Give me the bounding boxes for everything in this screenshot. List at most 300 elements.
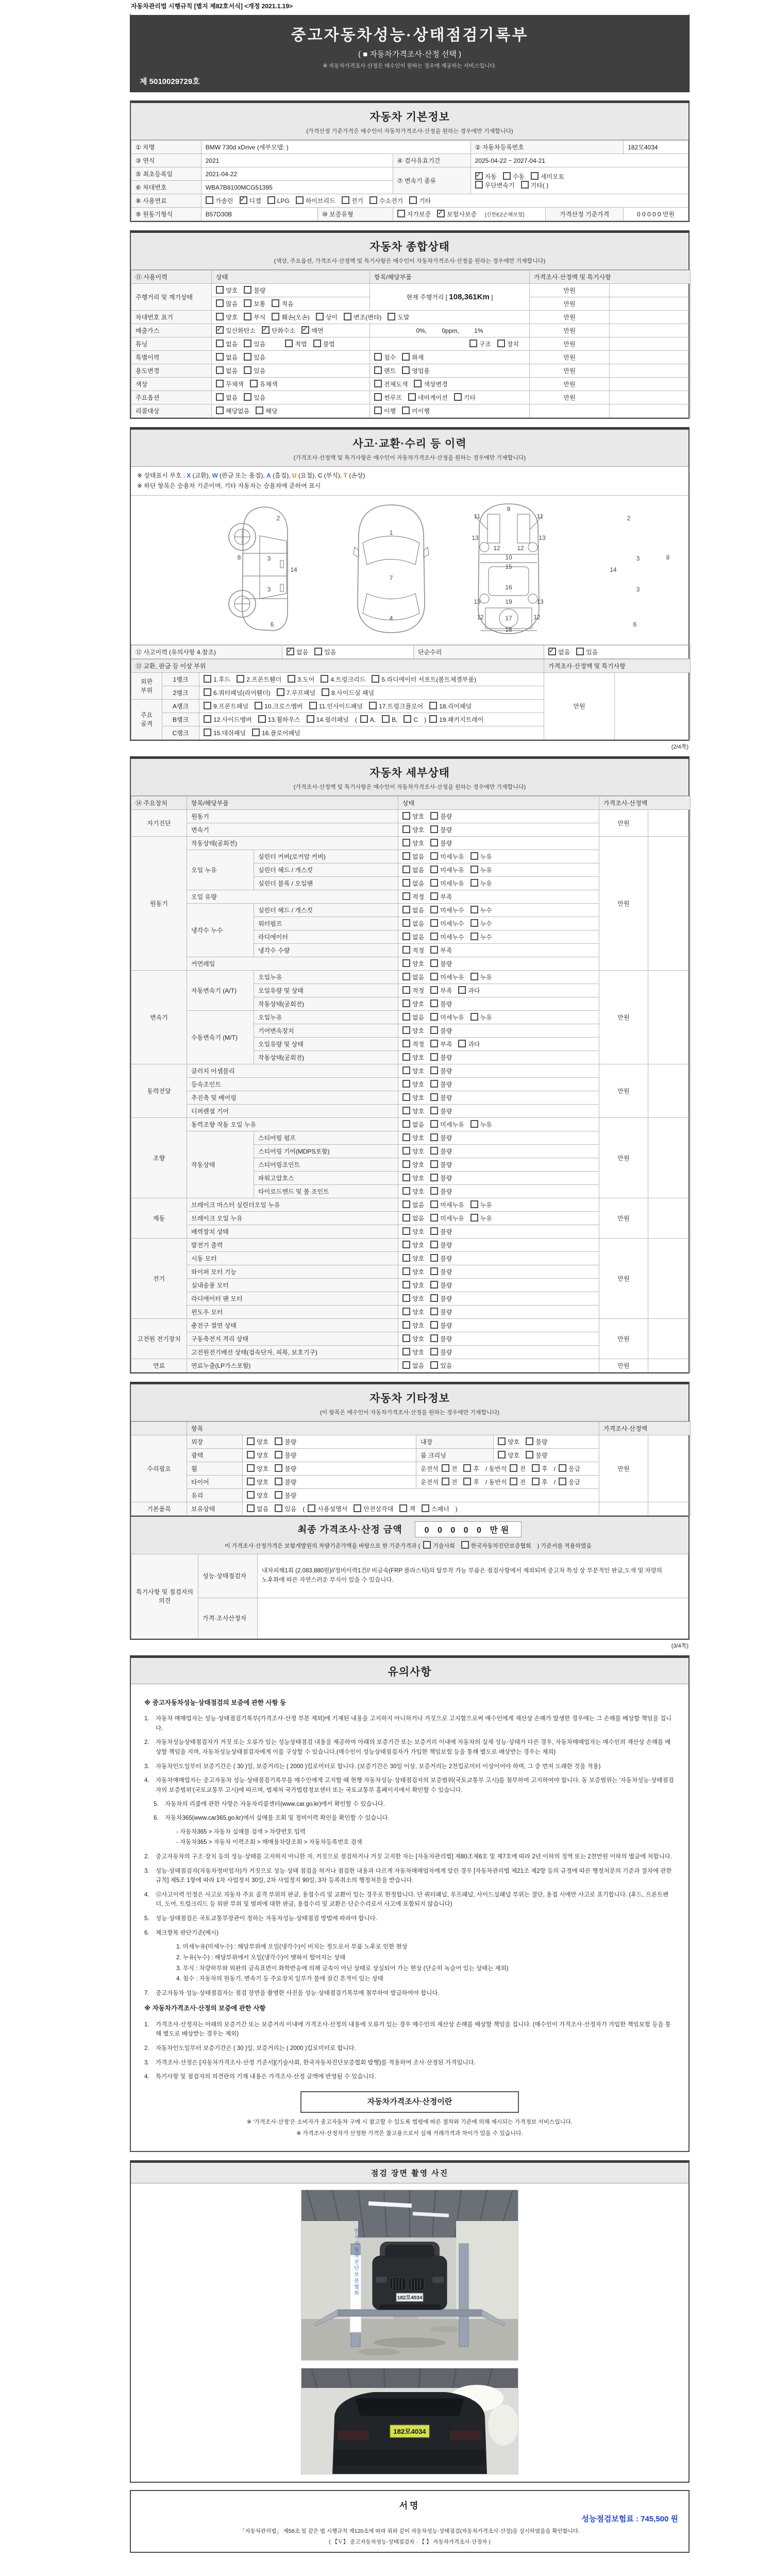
checkbox[interactable] — [402, 1267, 410, 1275]
subitem-label: 오일누유 — [254, 1010, 398, 1024]
checkbox[interactable] — [576, 648, 584, 655]
checkbox[interactable] — [204, 688, 211, 696]
checkbox[interactable] — [322, 688, 329, 696]
checkbox[interactable] — [430, 1174, 438, 1181]
options-cell — [398, 943, 599, 957]
checkbox[interactable] — [354, 1504, 361, 1512]
option — [430, 1294, 452, 1303]
checkbox[interactable] — [430, 1241, 438, 1248]
checkbox[interactable] — [216, 326, 224, 334]
checkbox[interactable] — [275, 1478, 282, 1485]
checkbox[interactable] — [301, 326, 309, 334]
checkbox[interactable] — [402, 852, 410, 860]
option-label: 11.인사이드패널 — [318, 702, 363, 710]
option-label: 미세누유 — [440, 1121, 464, 1128]
checkbox[interactable] — [216, 286, 224, 294]
checkbox[interactable] — [430, 1066, 438, 1074]
checkbox[interactable] — [442, 1478, 449, 1485]
checkbox[interactable] — [430, 1053, 438, 1061]
checkbox[interactable] — [559, 1464, 566, 1472]
checkbox[interactable] — [402, 986, 410, 994]
checkbox[interactable] — [430, 852, 438, 860]
checkbox[interactable] — [402, 812, 410, 820]
checkbox[interactable] — [244, 313, 251, 320]
checkbox[interactable] — [314, 648, 322, 655]
checkbox[interactable] — [430, 1227, 438, 1235]
checkbox[interactable] — [374, 366, 382, 374]
checkbox[interactable] — [430, 839, 438, 846]
checkbox[interactable] — [374, 393, 382, 401]
checkbox[interactable] — [402, 1107, 410, 1114]
checkbox[interactable] — [510, 1464, 517, 1472]
tuning-legal-options — [285, 341, 341, 348]
checkbox[interactable] — [402, 1348, 410, 1355]
checkbox[interactable] — [409, 196, 417, 204]
checkbox[interactable] — [216, 340, 224, 347]
checkbox[interactable] — [430, 812, 438, 820]
accident-summary-table — [131, 645, 691, 659]
checkbox[interactable] — [430, 1160, 438, 1168]
item-label: 작동상태 — [187, 1131, 254, 1198]
item-label: 연료누출(LP가스포함) — [187, 1359, 398, 1372]
option-label: 응급 — [568, 1465, 581, 1472]
checkbox[interactable] — [344, 313, 351, 320]
checkbox[interactable] — [313, 340, 321, 347]
checkbox[interactable] — [258, 715, 266, 723]
checkbox[interactable] — [497, 340, 505, 347]
checkbox[interactable] — [430, 1308, 438, 1315]
checkbox[interactable] — [429, 715, 437, 723]
option — [247, 1464, 268, 1473]
checkbox[interactable] — [503, 172, 511, 180]
checkbox[interactable] — [216, 313, 224, 320]
checkbox[interactable] — [237, 675, 244, 683]
checkbox[interactable] — [404, 715, 411, 723]
price-cell: 만원 — [530, 378, 610, 391]
checkbox[interactable] — [402, 866, 410, 873]
checkbox[interactable] — [429, 702, 437, 709]
checkbox[interactable] — [402, 999, 410, 1007]
checkbox[interactable] — [469, 340, 477, 347]
checkbox[interactable] — [402, 825, 410, 833]
checkbox[interactable] — [247, 1504, 255, 1512]
option-label: 없음 — [412, 879, 425, 887]
checkbox[interactable] — [559, 1478, 566, 1485]
checkbox[interactable] — [521, 181, 529, 189]
checkbox[interactable] — [240, 196, 247, 204]
notice-box-title: 자동차가격조사·산정이란 — [300, 2091, 519, 2113]
checkbox[interactable] — [470, 933, 478, 940]
checkbox[interactable] — [430, 1080, 438, 1088]
section-photos — [130, 2160, 690, 2483]
option — [244, 393, 265, 402]
checkbox[interactable] — [369, 196, 377, 204]
col-item-part: 항목/해당부품 — [187, 796, 398, 809]
checkbox[interactable] — [382, 715, 390, 723]
checkbox[interactable] — [250, 380, 258, 387]
notice-number: 2. — [144, 1739, 149, 1746]
option — [240, 196, 261, 205]
checkbox[interactable] — [275, 1451, 282, 1459]
option-label: 불량 — [440, 1281, 452, 1289]
checkbox[interactable] — [430, 1120, 438, 1128]
notice-item — [144, 2044, 675, 2054]
checkbox[interactable] — [402, 1294, 410, 1302]
option — [287, 648, 308, 656]
checkbox[interactable] — [430, 906, 438, 913]
checkbox[interactable] — [247, 1464, 255, 1472]
option — [402, 1200, 424, 1209]
diagram-panel-number: 1 — [389, 529, 393, 536]
checkbox[interactable] — [360, 715, 368, 723]
checkbox[interactable] — [402, 1241, 410, 1248]
checkbox[interactable] — [204, 715, 211, 723]
option — [354, 1504, 393, 1513]
checkbox[interactable] — [498, 1451, 506, 1459]
option-label: 없음 — [412, 853, 425, 860]
checkbox[interactable] — [402, 906, 410, 913]
checkbox[interactable] — [288, 675, 295, 683]
checkbox[interactable] — [316, 313, 324, 320]
checkbox[interactable] — [216, 299, 224, 307]
price-cell — [599, 1502, 648, 1515]
legend-prefix: ※ 상태표시 부호 : — [137, 472, 187, 479]
section-etc-note: (이 항목은 매수인이 자동차가격조사·산정을 원하는 경우에만 기재합니다) — [320, 1409, 500, 1416]
checkbox[interactable] — [526, 1437, 533, 1445]
checkbox[interactable] — [204, 728, 211, 736]
checkbox[interactable] — [430, 866, 438, 873]
checkbox[interactable] — [402, 946, 410, 954]
notice-item — [144, 1914, 675, 1924]
checkbox[interactable] — [247, 1437, 255, 1445]
option — [402, 1321, 424, 1330]
checkbox[interactable] — [402, 1133, 410, 1141]
option — [430, 946, 452, 955]
checkbox[interactable] — [470, 1200, 478, 1208]
options-cell — [398, 1238, 599, 1251]
checkbox[interactable] — [430, 946, 438, 954]
option — [430, 825, 452, 834]
option — [237, 675, 281, 684]
option — [510, 1478, 526, 1486]
checkbox[interactable] — [470, 906, 478, 913]
checkbox[interactable] — [402, 839, 410, 846]
option-label: 불량 — [440, 839, 452, 847]
checkbox[interactable] — [402, 1040, 410, 1047]
checkbox[interactable] — [402, 919, 410, 927]
checkbox[interactable] — [402, 353, 410, 361]
rank2-options — [199, 686, 544, 699]
checkbox[interactable] — [430, 1321, 438, 1329]
checkbox[interactable] — [402, 406, 410, 414]
inspection-photo-front — [301, 2190, 518, 2361]
checkbox[interactable] — [204, 702, 211, 709]
checkbox[interactable] — [526, 1451, 533, 1459]
option-label: 수소전기 — [379, 197, 404, 205]
checkbox[interactable] — [397, 210, 405, 217]
option-label: 양호 — [412, 1134, 425, 1142]
option — [430, 1267, 452, 1276]
checkbox[interactable] — [247, 1478, 255, 1485]
checkbox[interactable] — [267, 196, 275, 204]
checkbox[interactable] — [255, 702, 262, 709]
item-label: 원동기 — [187, 809, 398, 823]
checkbox[interactable] — [430, 999, 438, 1007]
checkbox[interactable] — [430, 892, 438, 900]
option-label: 응급 — [568, 1478, 581, 1486]
col-blank — [131, 1421, 187, 1435]
checkbox[interactable] — [414, 380, 422, 387]
checkbox[interactable] — [216, 393, 224, 401]
checkbox[interactable] — [430, 1361, 438, 1369]
checkbox[interactable] — [498, 1437, 506, 1445]
checkbox[interactable] — [244, 286, 251, 294]
checkbox[interactable] — [206, 196, 213, 204]
checkbox[interactable] — [374, 353, 382, 361]
checkbox[interactable] — [216, 380, 224, 387]
checkbox[interactable] — [422, 1504, 429, 1512]
label-main-frame: 주요 골격 — [131, 699, 162, 739]
checkbox[interactable] — [402, 1254, 410, 1262]
option-label: 미세누유 — [440, 973, 464, 981]
table-row — [131, 324, 691, 337]
table-row — [131, 1502, 691, 1515]
table-row — [131, 311, 691, 324]
tuning-state-options — [212, 337, 370, 351]
checkbox[interactable] — [402, 1187, 410, 1195]
checkbox[interactable] — [442, 1464, 449, 1472]
checkbox[interactable] — [275, 1491, 282, 1499]
option — [402, 892, 424, 901]
price-cell: 만원 — [530, 324, 610, 337]
checkbox[interactable] — [430, 879, 438, 887]
checkbox[interactable] — [402, 1227, 410, 1235]
text-token: 운전석 — [421, 1478, 439, 1486]
checkbox[interactable] — [458, 986, 466, 994]
option — [548, 648, 570, 656]
checkbox[interactable] — [342, 196, 349, 204]
checkbox[interactable] — [470, 879, 478, 887]
checkbox[interactable] — [430, 959, 438, 967]
tire-position-options — [416, 1475, 599, 1488]
group-label: 제동 — [131, 1198, 187, 1238]
checkbox[interactable] — [402, 1147, 410, 1155]
diagram-panel-number: 17 — [505, 614, 512, 622]
checkbox[interactable] — [510, 1478, 517, 1485]
checkbox[interactable] — [388, 313, 395, 320]
checkbox[interactable] — [470, 1214, 478, 1222]
checkbox[interactable] — [244, 299, 251, 307]
option-label: 불량 — [535, 1451, 548, 1459]
option — [559, 1478, 580, 1486]
checkbox[interactable] — [470, 866, 478, 873]
notice-text: 자동차성능상태점검자가 거짓 또는 오류가 있는 성능상태점검 내용을 제공하여 아래의 보증기간 또는 보증거리 이내에 자동차의 실제 성능·상태가 다른 경우, 자동차매매업자는 매수인의 재산상 손해를 배상할 책임을 지며, 자동차성능상태점검자에게 이를 구상할 수 있습니다.(매수인이 성능상태점검자가 가입한 책임보험 등을 통해 별도로 배상받는 경우는 제외) — [156, 1739, 671, 1755]
checkbox[interactable] — [531, 172, 539, 180]
section-notice-title: 유의사항 — [388, 1666, 432, 1678]
checkbox[interactable] — [402, 1174, 410, 1181]
checkbox[interactable] — [374, 406, 382, 414]
checkbox[interactable] — [402, 1080, 410, 1088]
checkbox[interactable] — [430, 1107, 438, 1114]
checkbox[interactable] — [308, 1504, 315, 1512]
checkbox[interactable] — [399, 1504, 407, 1512]
checkbox[interactable] — [470, 919, 478, 927]
checkbox[interactable] — [430, 1281, 438, 1289]
option-label: 양호 — [412, 839, 425, 847]
checkbox[interactable] — [402, 1066, 410, 1074]
checkbox[interactable] — [470, 852, 478, 860]
checkbox[interactable] — [275, 1464, 282, 1472]
checkbox[interactable] — [458, 1040, 466, 1047]
checkbox[interactable] — [256, 406, 263, 414]
inspection-insurance-fee: 성능점검보험료 : 745,500 원 — [581, 2514, 678, 2523]
checkbox[interactable] — [296, 196, 304, 204]
option — [247, 1478, 268, 1486]
option — [256, 406, 277, 415]
checkbox[interactable] — [430, 1294, 438, 1302]
checkbox[interactable] — [402, 1214, 410, 1222]
checkbox[interactable] — [287, 648, 294, 655]
checkbox[interactable] — [402, 1120, 410, 1128]
checkbox[interactable] — [247, 1451, 255, 1459]
checkbox[interactable] — [463, 1478, 471, 1485]
checkbox[interactable] — [252, 728, 260, 736]
checkbox[interactable] — [430, 1200, 438, 1208]
checkbox[interactable] — [285, 340, 293, 347]
checkbox[interactable] — [402, 1200, 410, 1208]
checkbox[interactable] — [430, 1147, 438, 1155]
checkbox[interactable] — [430, 933, 438, 940]
checkbox[interactable] — [402, 959, 410, 967]
checkbox[interactable] — [430, 1254, 438, 1262]
checkbox[interactable] — [369, 702, 377, 709]
checkbox[interactable] — [454, 393, 462, 401]
checkbox[interactable] — [437, 210, 445, 217]
checkbox[interactable] — [216, 406, 224, 414]
checkbox[interactable] — [277, 688, 284, 696]
checkbox[interactable] — [307, 715, 314, 723]
checkbox[interactable] — [402, 933, 410, 940]
label-wheel: 휠 — [187, 1462, 243, 1475]
checkbox[interactable] — [204, 675, 211, 683]
option — [216, 286, 238, 295]
option-label: 안전삼각대 — [363, 1505, 394, 1513]
option — [216, 326, 256, 335]
checkbox[interactable] — [430, 1348, 438, 1355]
option-label: 렌트 — [384, 367, 396, 375]
checkbox[interactable] — [430, 1187, 438, 1195]
checkbox[interactable] — [402, 1321, 410, 1329]
checkbox[interactable] — [402, 973, 410, 980]
checkbox[interactable] — [470, 1120, 478, 1128]
checkbox[interactable] — [475, 181, 483, 189]
checkbox[interactable] — [374, 380, 382, 387]
option-label: 7.루프패널 — [286, 689, 316, 697]
checkbox[interactable] — [402, 1281, 410, 1289]
checkbox[interactable] — [272, 299, 279, 307]
checkbox[interactable] — [532, 1464, 540, 1472]
checkbox[interactable] — [275, 1504, 282, 1512]
option-label: 누유 — [480, 973, 492, 981]
checkbox[interactable] — [430, 1214, 438, 1222]
checkbox[interactable] — [430, 1026, 438, 1034]
checkbox[interactable] — [430, 986, 438, 994]
checkbox[interactable] — [321, 675, 328, 683]
checkbox[interactable] — [402, 1053, 410, 1061]
checkbox[interactable] — [402, 892, 410, 900]
checkbox[interactable] — [216, 353, 224, 361]
text-token: 운전석 — [421, 1465, 439, 1472]
title-band — [130, 12, 690, 92]
checkbox[interactable] — [402, 1013, 410, 1021]
notice-text: 가격조사·산정은 [자동차가격조사·산정 기준서](기술사회, 한국자동차진단보증협회 발행)를 적용하여 조사·산정된 가격입니다. — [156, 2059, 476, 2066]
checkbox[interactable] — [247, 1491, 255, 1499]
checkbox[interactable] — [402, 1308, 410, 1315]
checkbox[interactable] — [463, 1464, 471, 1472]
checkbox[interactable] — [272, 313, 279, 320]
option-label: 장치 — [507, 341, 519, 348]
checkbox[interactable] — [430, 1040, 438, 1047]
checkbox[interactable] — [430, 1267, 438, 1275]
checkbox[interactable] — [262, 326, 270, 334]
option-label: 없음 — [296, 648, 309, 656]
checkbox[interactable] — [372, 675, 379, 683]
checkbox[interactable] — [402, 879, 410, 887]
checkbox[interactable] — [275, 1437, 282, 1445]
legend-symbols — [137, 470, 682, 481]
diagram-panel-number: 12 — [533, 613, 541, 621]
checkbox[interactable] — [402, 1361, 410, 1369]
checkbox[interactable] — [532, 1478, 540, 1485]
options-cell — [398, 1332, 599, 1345]
checkbox[interactable] — [430, 919, 438, 927]
group-label: 변속기 — [131, 970, 187, 1064]
checkbox[interactable] — [402, 1026, 410, 1034]
checkbox[interactable] — [430, 1334, 438, 1342]
checkbox[interactable] — [470, 1013, 478, 1021]
checkbox[interactable] — [423, 1541, 431, 1549]
checkbox[interactable] — [430, 1013, 438, 1021]
checkbox[interactable] — [548, 648, 556, 655]
checkbox[interactable] — [430, 825, 438, 833]
checkbox[interactable] — [244, 366, 251, 374]
checkbox[interactable] — [475, 172, 483, 180]
checkbox[interactable] — [430, 1133, 438, 1141]
checkbox[interactable] — [244, 393, 251, 401]
option — [402, 973, 424, 981]
checkbox[interactable] — [244, 340, 251, 347]
checkbox[interactable] — [461, 1541, 469, 1549]
label-main-option: 주요옵션 — [131, 391, 212, 404]
checkbox[interactable] — [408, 393, 416, 401]
checkbox[interactable] — [309, 702, 317, 709]
notice-number: 6. — [154, 1815, 159, 1822]
option-label: 9.프론트패널 — [213, 702, 248, 710]
checkbox[interactable] — [402, 1093, 410, 1101]
checkbox[interactable] — [244, 353, 251, 361]
checkbox[interactable] — [402, 366, 410, 374]
options-cell — [398, 890, 599, 903]
checkbox[interactable] — [402, 1334, 410, 1342]
checkbox[interactable] — [402, 1160, 410, 1168]
options-cell — [398, 1091, 599, 1104]
checkbox[interactable] — [430, 973, 438, 980]
checkbox[interactable] — [216, 366, 224, 374]
checkbox[interactable] — [430, 1093, 438, 1101]
mileage-suffix: ] — [491, 294, 493, 301]
notice-item — [144, 1852, 675, 1862]
checkbox[interactable] — [470, 973, 478, 980]
